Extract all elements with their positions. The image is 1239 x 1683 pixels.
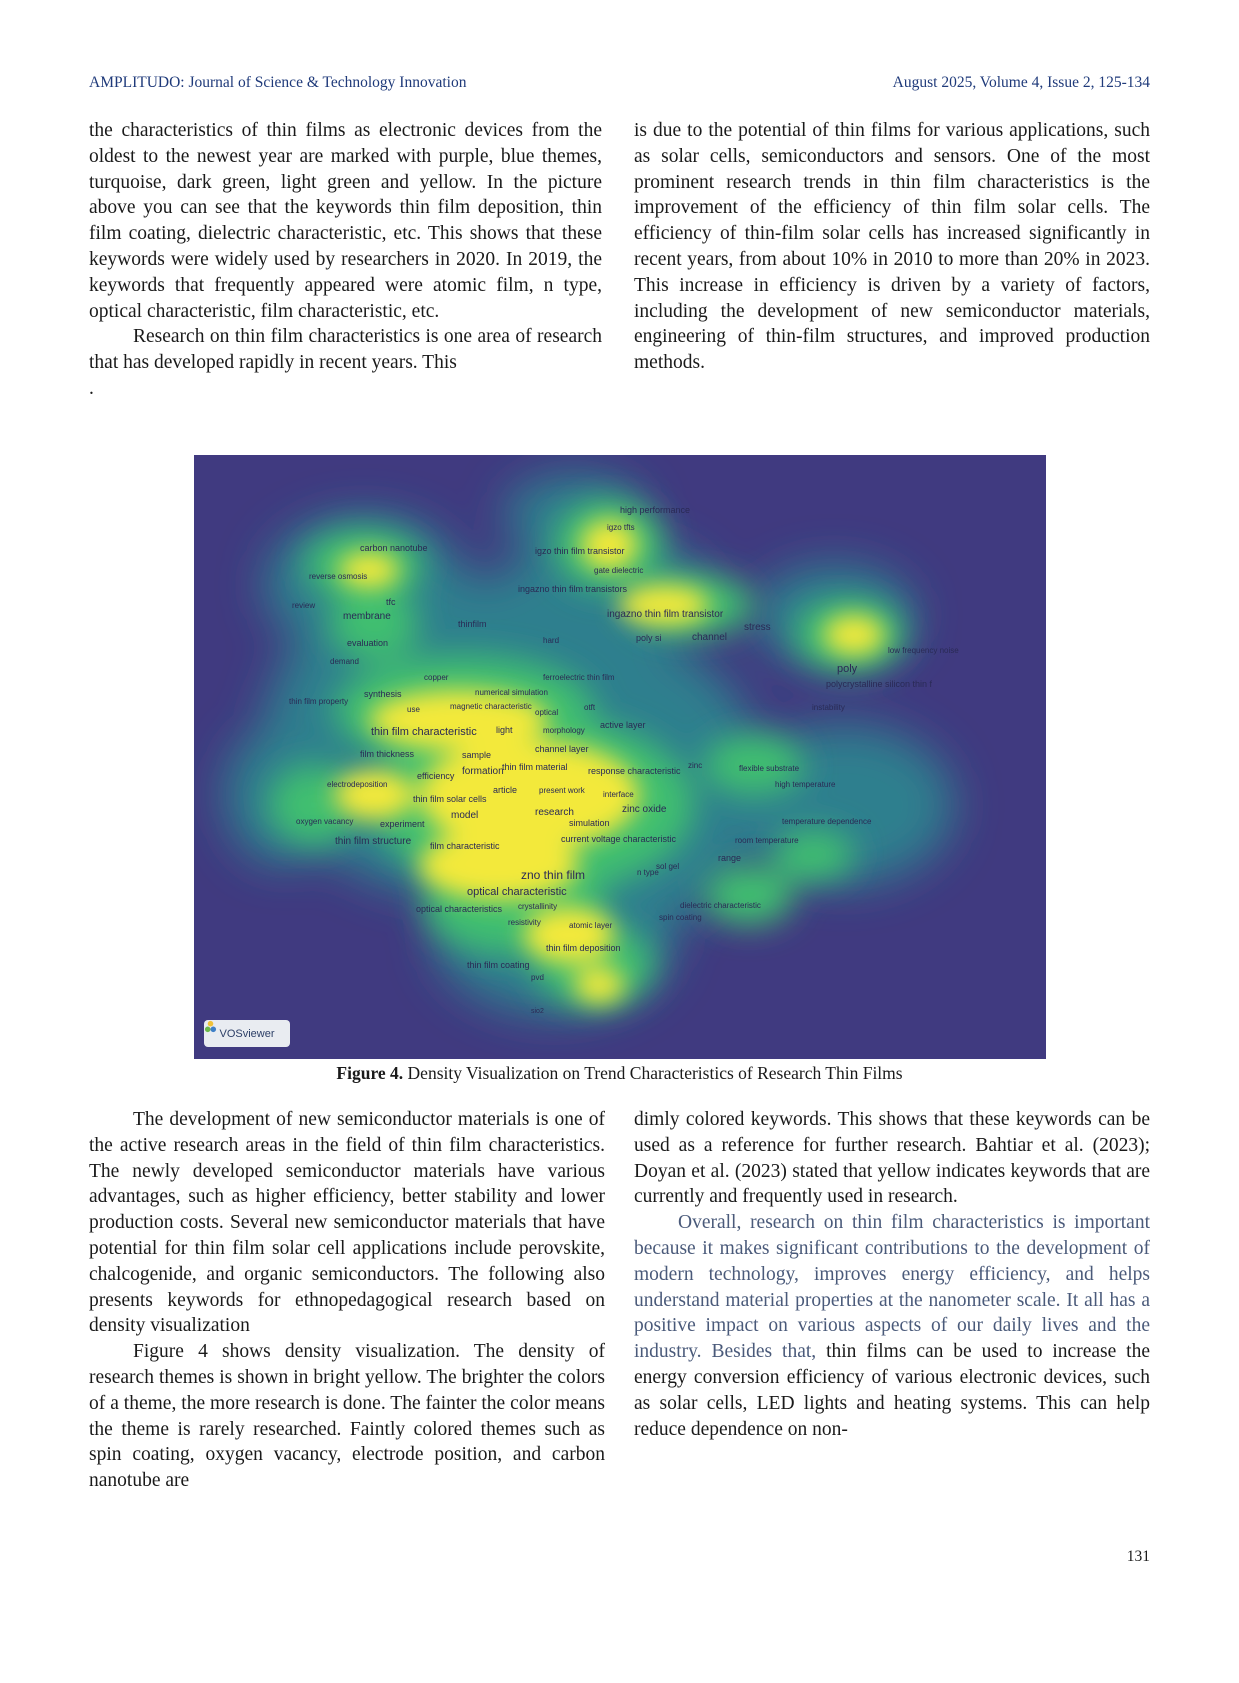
vosviewer-label: VOSviewer — [219, 1027, 275, 1040]
keyword-label: ingazno thin film transistors — [518, 584, 628, 594]
keyword-label: poly si — [636, 633, 662, 643]
keyword-label: optical characteristic — [467, 886, 567, 898]
keyword-label: model — [451, 810, 479, 821]
keyword-label: range — [718, 853, 742, 863]
keyword-label: present work — [539, 786, 585, 795]
keyword-label: copper — [424, 673, 449, 682]
bottom-right-column — [634, 1107, 1150, 1442]
top-right-column — [634, 118, 1150, 376]
keyword-label: film thickness — [360, 749, 415, 759]
keyword-label: efficiency — [417, 771, 455, 781]
keyword-label: experiment — [380, 819, 425, 829]
keyword-label: zno thin film — [521, 868, 586, 882]
keyword-label: ingazno thin film transistor — [607, 609, 724, 620]
paragraph: Figure 4 shows density visualization. The density of research themes is shown in bright yellow. The brighter the colors of a theme, the more research is done. The fainter the color means the theme is rarely researched. Faintly colored themes such as spin coating, oxygen vacancy, electrode position, and carbon nanotube are — [89, 1341, 605, 1492]
keyword-label: optical — [535, 708, 559, 717]
keyword-label: stress — [744, 622, 771, 633]
figure-caption-label: Figure 4. — [336, 1063, 404, 1083]
keyword-label: temperature dependence — [782, 817, 872, 826]
paragraph: The development of new semiconductor materials is one of the active research areas in the field of thin film characteristics. The newly developed semiconductor materials have various advantages, such as higher efficiency, better stability and lower production costs. Several new semiconductor materials that have potential for thin film solar cell applications include perovskite, chalcogenide, and organic semiconductors. The following also presents keywords for ethnopedagogical research based on density visualization — [89, 1109, 605, 1337]
keyword-label: igzo thin film transistor — [535, 546, 625, 556]
keyword-label: thin film deposition — [546, 943, 621, 953]
keyword-label: gate dielectric — [594, 566, 644, 575]
keyword-label: use — [407, 705, 420, 714]
keyword-label: hard — [543, 636, 560, 645]
keyword-label: pvd — [531, 973, 544, 982]
vosviewer-badge — [204, 1020, 290, 1047]
keyword-label: thin film property — [289, 697, 349, 706]
keyword-label: sample — [462, 750, 492, 760]
keyword-label: light — [496, 725, 513, 735]
keyword-label: current voltage characteristic — [561, 834, 677, 844]
paragraph: Research on thin film characteristics is one area of research that has developed rapidly in recent years. This — [89, 326, 602, 374]
keyword-label: optical characteristics — [416, 904, 503, 914]
keyword-label: active layer — [600, 720, 646, 730]
keyword-label: carbon nanotube — [360, 543, 428, 553]
keyword-label: crystallinity — [518, 902, 558, 911]
keyword-label: demand — [330, 657, 359, 666]
keyword-label: thin film structure — [335, 836, 412, 847]
keyword-label: formation — [462, 766, 504, 777]
paragraph: is due to the potential of thin films for various applications, such as solar cells, semiconductors and sensors. One of the most prominent research trends in thin film characteristics is the improvement of the efficiency of thin film solar cells. The efficiency of thin-film solar cells has increased significantly in recent years, from about 10% in 2010 to more than 20% in 2023. This increase in efficiency is driven by a variety of factors, including the development of new semiconductor materials, engineering of thin-film structures, and improved production methods. — [634, 120, 1150, 374]
keyword-label: poly — [837, 663, 858, 675]
keyword-label: article — [493, 785, 518, 795]
keyword-label: synthesis — [364, 689, 402, 699]
keyword-label: high performance — [620, 505, 691, 515]
keyword-label: evaluation — [347, 638, 389, 648]
keyword-label: simulation — [569, 818, 610, 828]
top-left-column — [89, 118, 602, 402]
keyword-label: thin film material — [502, 762, 568, 772]
keyword-label: channel layer — [535, 744, 589, 754]
figure-caption — [0, 1063, 1239, 1084]
keyword-label: research — [535, 807, 574, 818]
keyword-label: film characteristic — [430, 841, 500, 851]
journal-header: AMPLITUDO: Journal of Science & Technology Innovation — [89, 74, 467, 91]
keyword-label: low frequency noise — [888, 646, 959, 655]
keyword-label: thinfilm — [458, 619, 487, 629]
keyword-label: sol gel — [656, 862, 680, 871]
keyword-label: interface — [603, 790, 634, 799]
keyword-label: zinc — [688, 761, 703, 770]
keyword-label: magnetic characteristic — [450, 702, 532, 711]
keyword-label: spin coating — [659, 913, 702, 922]
keyword-label: tfc — [386, 597, 396, 607]
figure-caption-text: Density Visualization on Trend Characteristics of Research Thin Films — [403, 1063, 903, 1083]
keyword-label: thin film characteristic — [371, 726, 477, 738]
page-number: 131 — [1126, 1548, 1150, 1565]
keyword-label: otft — [584, 703, 596, 712]
paragraph-fragment: . — [89, 377, 94, 399]
keyword-label: thin film solar cells — [413, 794, 487, 804]
keyword-label: electrodeposition — [327, 780, 388, 789]
paragraph — [634, 1210, 1150, 1442]
density-visualization-figure — [194, 455, 1046, 1059]
keyword-label: review — [292, 601, 316, 610]
keyword-label: resistivity — [508, 918, 541, 927]
keyword-label: dielectric characteristic — [680, 901, 761, 910]
paragraph-part: Overall, research on thin film characteristics is important because it makes significant contributions to the development of modern technology, improves energy efficiency, and helps understand material properties at the nanometer scale. It all has a positive impact on various aspects of our daily lives and the industry. Besides that, — [634, 1212, 1150, 1363]
paragraph: dimly colored keywords. This shows that these keywords can be used as a reference for further research. Bahtiar et al. (2023); Doyan et al. (2023) stated that yellow indicates keywords that are currently and frequently used in research. — [634, 1109, 1150, 1208]
keyword-label: response characteristic — [588, 766, 681, 776]
issue-header: August 2025, Volume 4, Issue 2, 125-134 — [892, 74, 1150, 91]
keyword-label: thin film coating — [467, 960, 530, 970]
keyword-label: oxygen vacancy — [296, 817, 354, 826]
vosviewer-logo-icon — [204, 1020, 217, 1033]
paragraph-part: thin films can be used to increase the energy conversion efficiency of various electronic devices, such as solar cells, LED lights and heating systems. This can help reduce dependence on non- — [634, 1341, 1150, 1440]
keyword-label: channel — [692, 632, 728, 643]
keyword-label: zinc oxide — [622, 804, 667, 815]
keyword-label: membrane — [343, 611, 391, 622]
keyword-label: flexible substrate — [739, 764, 800, 773]
keyword-label: ferroelectric thin film — [543, 673, 615, 682]
keyword-label: igzo tfts — [607, 523, 635, 532]
keyword-label: atomic layer — [569, 921, 613, 930]
keyword-label: room temperature — [735, 836, 799, 845]
bottom-left-column — [89, 1107, 605, 1494]
keyword-label: instability — [812, 703, 845, 712]
keyword-label: sio2 — [531, 1008, 544, 1015]
keyword-label: reverse osmosis — [309, 572, 368, 581]
keyword-label: polycrystalline silicon thin f — [826, 679, 933, 689]
paragraph: the characteristics of thin films as electronic devices from the oldest to the newest year are marked with purple, blue themes, turquoise, dark green, light green and yellow. In the picture above you can see that the keywords thin film deposition, thin film coating, dielectric characteristic, etc. This shows that these keywords were widely used by researchers in 2020. In 2019, the keywords that frequently appeared were atomic film, n type, optical characteristic, film characteristic, etc. — [89, 120, 602, 322]
keyword-label: n type — [637, 868, 659, 877]
keyword-label: high temperature — [775, 780, 836, 789]
keyword-label: numerical simulation — [475, 688, 548, 697]
keyword-label: morphology — [543, 726, 585, 735]
